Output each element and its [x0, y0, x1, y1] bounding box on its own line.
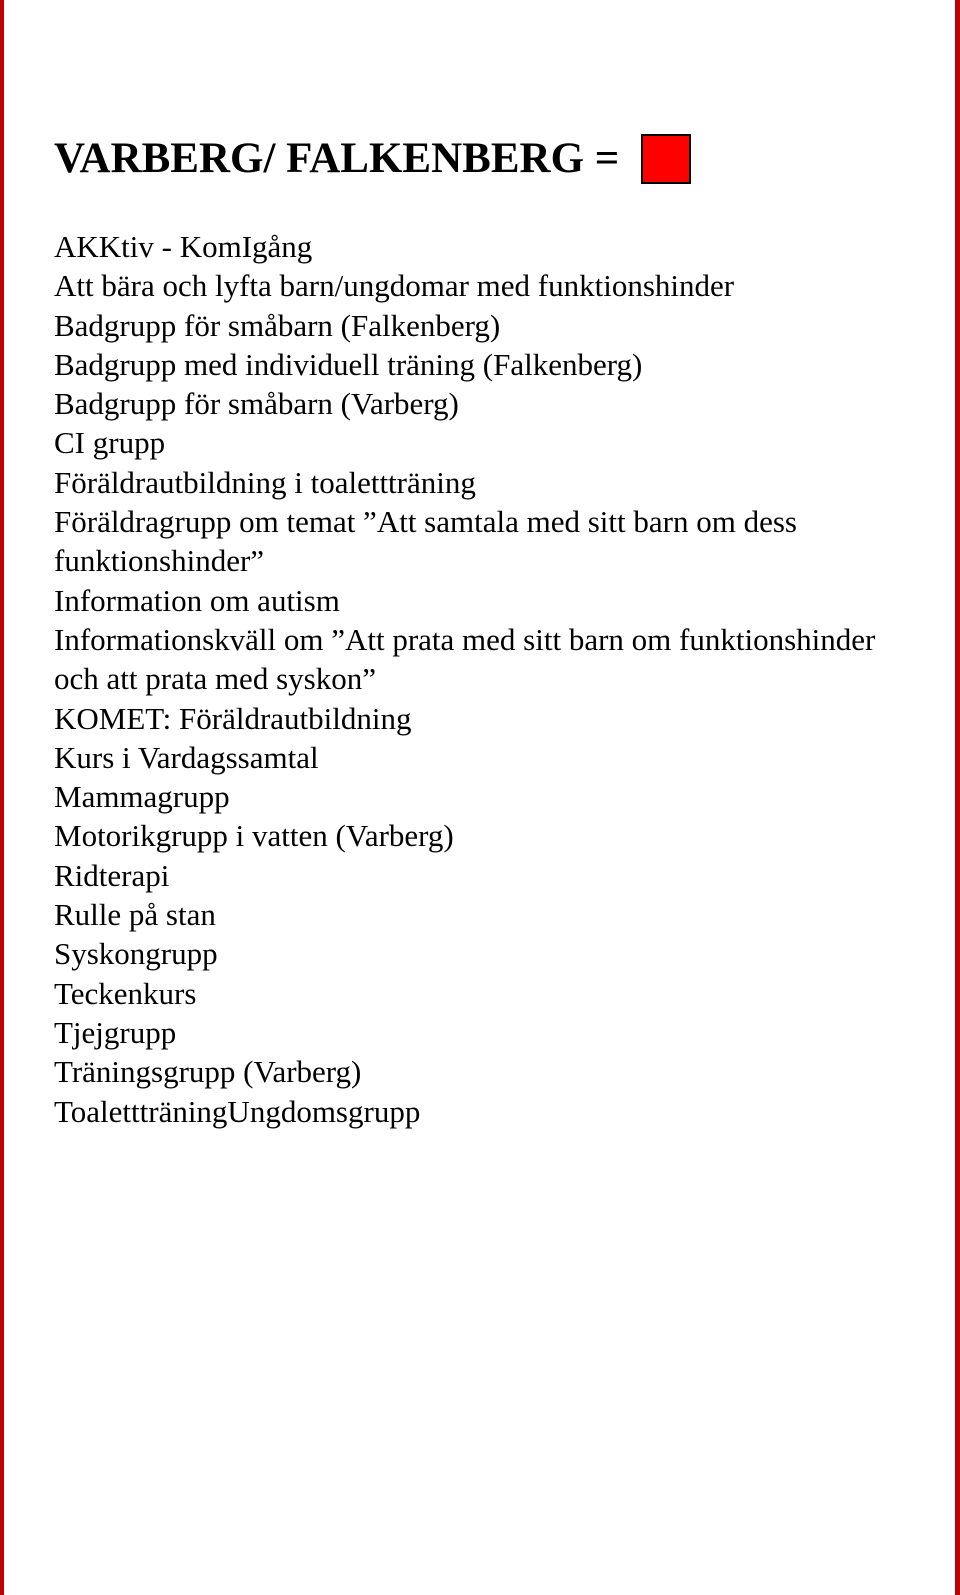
- list-item: Kurs i Vardagssamtal: [54, 739, 319, 775]
- list-item: Badgrupp för småbarn (Falkenberg): [54, 307, 501, 343]
- list-item: Mammagrupp: [54, 779, 230, 815]
- list-item: AKKtiv - KomIgång: [54, 229, 313, 264]
- list-item: Föräldrautbildning i toalettträning: [54, 464, 476, 500]
- page-border-right: [955, 0, 960, 1595]
- red-color-swatch: [641, 134, 691, 184]
- list-item: Tjejgrupp: [54, 1014, 177, 1050]
- list-item: Att bära och lyfta barn/ungdomar med funktionshinder: [54, 268, 735, 304]
- list-item: Badgrupp med individuell träning (Falkenberg): [54, 346, 643, 382]
- list-item: Badgrupp för småbarn (Varberg): [54, 386, 459, 422]
- course-list: [54, 227, 914, 1131]
- list-item: Träningsgrupp (Varberg): [54, 1054, 362, 1090]
- list-item: Rulle på stan: [54, 897, 216, 933]
- list-item: Ridterapi: [54, 857, 170, 893]
- list-item: CI grupp: [54, 425, 166, 461]
- list-item: KOMET: Föräldrautbildning: [54, 700, 412, 736]
- heading-row: [54, 130, 691, 188]
- page-title: VARBERG/ FALKENBERG =: [54, 135, 620, 182]
- list-item: Informationskväll om ”Att prata med sitt barn om funktionshinder och att prata med syskon”: [54, 621, 876, 697]
- list-item: Motorikgrupp i vatten (Varberg): [54, 818, 454, 854]
- list-item: Syskongrupp: [54, 936, 218, 972]
- page-border-left: [0, 0, 4, 1595]
- list-item: ToalettträningUngdomsgrupp: [54, 1093, 421, 1129]
- list-item: Information om autism: [54, 582, 340, 618]
- list-item: Föräldragrupp om temat ”Att samtala med sitt barn om dess funktionshinder”: [54, 504, 797, 579]
- list-item: Teckenkurs: [54, 975, 197, 1011]
